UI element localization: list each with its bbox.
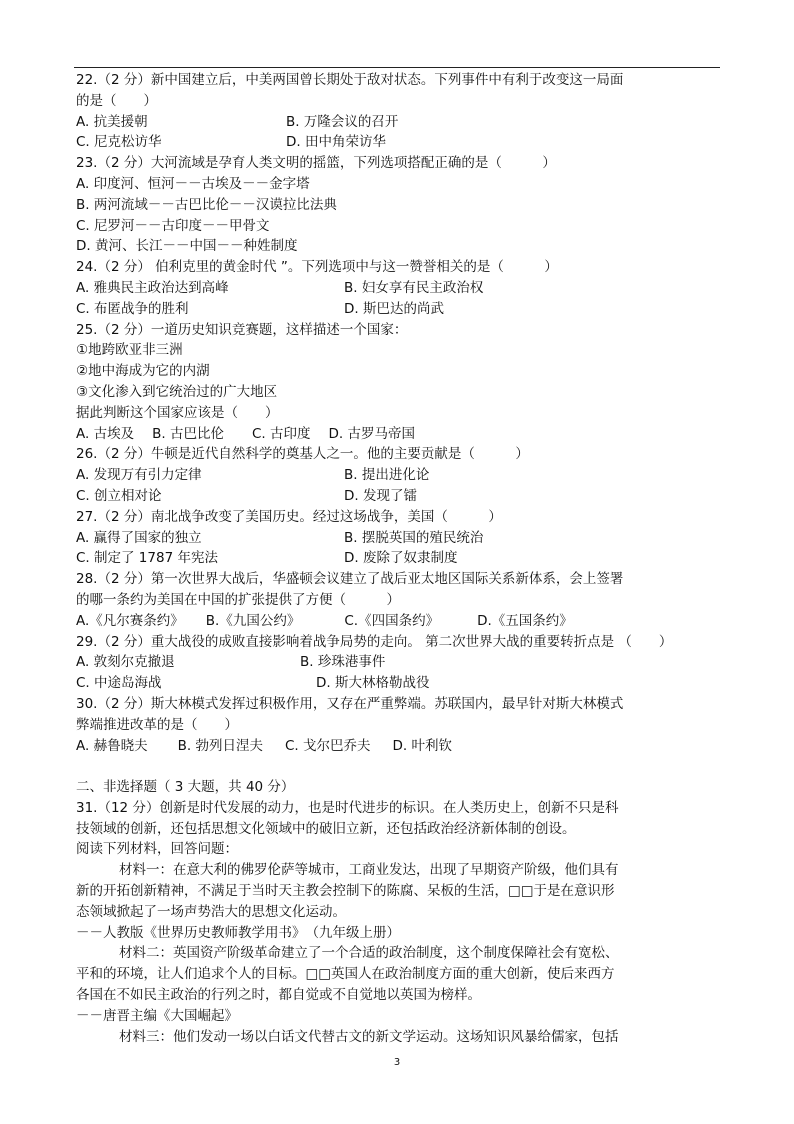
q22-option-b: B. 万隆会议的召开 — [286, 113, 399, 130]
q23-option-d: D. 黄河、长江－－中国－－种姓制度 — [76, 238, 298, 255]
q25-stem: 25.（2 分）一道历史知识竞赛题，这样描述一个国家： — [76, 321, 408, 338]
section-2-heading: 二、非选择题（ 3 大题，共 40 分） — [76, 779, 295, 796]
q28-option-b: B.《九国公约》 — [205, 612, 301, 629]
q27-option-a: A. 赢得了国家的独立 — [76, 529, 202, 546]
q28-stem: 28.（2 分）第一次世界大战后，华盛顿会议建立了战后亚太地区国际关系新体系，会上签署 — [76, 571, 624, 588]
q31-material-2-source: －－唐晋主编《大国崛起》 — [76, 1007, 238, 1024]
q29-stem: 29.（2 分）重大战役的成败直接影响着战争局势的走向。 第二次世界大战的重要转折点是 （ ） — [76, 633, 673, 650]
q30-option-d: D. 叶利钦 — [392, 737, 452, 754]
q31-stem-cont: 技领域的创新，还包括思想文化领域中的破旧立新，还包括政治经济新体制的创设。 — [76, 820, 576, 837]
q30-option-a: A. 赫鲁晓夫 — [76, 737, 148, 754]
q24-options-row1 — [76, 278, 726, 299]
q30-options — [76, 736, 726, 757]
q28-option-a: A.《凡尔赛条约》 — [76, 612, 184, 629]
q27-option-b: B. 摆脱英国的殖民统治 — [344, 529, 484, 546]
q24-option-d: D. 斯巴达的尚武 — [344, 300, 444, 317]
q23-option-b: B. 两河流域－－古巴比伦－－汉谟拉比法典 — [76, 196, 337, 213]
q26-stem: 26.（2 分）牛顿是近代自然科学的奠基人之一。他的主要贡献是（ ） — [76, 446, 529, 463]
q26-option-d: D. 发现了镭 — [344, 487, 417, 504]
q31-material-1-source: －－人教版《世界历史教师教学用书》 （九年级上册） — [76, 924, 400, 941]
exam-page-content — [76, 70, 726, 1047]
q27-option-c: C. 制定了 1787 年宪法 — [76, 550, 218, 567]
q22-options-row1 — [76, 112, 726, 133]
section-gap — [76, 756, 726, 777]
q29-option-d: D. 斯大林格勒战役 — [316, 675, 430, 692]
q31-material-1-line-1: 材料一：在意大利的佛罗伦萨等城市，工商业发达，出现了早期资产阶级，他们具有 — [119, 862, 619, 879]
q27-option-d: D. 废除了奴隶制度 — [344, 550, 458, 567]
q22-stem-cont: 的是（ ） — [76, 92, 157, 109]
q31-material-1-line-3: 态领域掀起了一场声势浩大的思想文化运动。 — [76, 903, 346, 920]
q25-option-b: B. 古巴比伦 — [152, 425, 224, 442]
q31-material-1-line-2: 新的开拓创新精神，不满足于当时天主教会控制下的陈腐、呆板的生活，□□于是在意识形 — [76, 883, 615, 900]
q25-ask: 据此判断这个国家应该是（ ） — [76, 404, 279, 421]
q26-option-b: B. 提出进化论 — [344, 467, 430, 484]
q24-options-row2 — [76, 299, 726, 320]
q25-option-d: D. 古罗马帝国 — [328, 425, 415, 442]
q22-options-row2 — [76, 132, 726, 153]
q26-option-c: C. 创立相对论 — [76, 487, 162, 504]
q22-stem: 22.（2 分）新中国建立后，中美两国曾长期处于敌对状态。下列事件中有利于改变这一局面 — [76, 72, 624, 88]
q26-options-row2 — [76, 486, 726, 507]
q28-option-d: D.《五国条约》 — [477, 612, 573, 629]
q24-option-c: C. 布匿战争的胜利 — [76, 300, 189, 317]
q24-option-b: B. 妇女享有民主政治权 — [344, 279, 484, 296]
q25-options — [76, 424, 726, 445]
q22-option-d: D. 田中角荣访华 — [286, 134, 386, 151]
q23-stem: 23.（2 分）大河流域是孕育人类文明的摇篮，下列选项搭配正确的是（ ） — [76, 155, 556, 172]
q25-option-c: C. 古印度 — [251, 425, 311, 442]
q26-option-a: A. 发现万有引力定律 — [76, 467, 202, 484]
q25-item-3: ③文化渗入到它统治过的广大地区 — [76, 383, 278, 400]
q28-stem-cont: 的哪一条约为美国在中国的扩张提供了方便（ ） — [76, 591, 400, 608]
q30-option-b: B. 勃列日涅夫 — [177, 737, 263, 754]
q29-option-a: A. 敦刻尔克撤退 — [76, 654, 175, 671]
q27-options-row1 — [76, 528, 726, 549]
q28-options — [76, 611, 726, 632]
q24-stem: 24.（2 分） 伯利克里的黄金时代 ”。下列选项中与这一赞誉相关的是（ ） — [76, 259, 558, 276]
q31-material-2-line-2: 平和的环境，让人们追求个人的目标。□□英国人在政治制度方面的重大创新，使后来西方 — [76, 966, 615, 983]
q31-material-2-line-1: 材料二：英国资产阶级革命建立了一个合适的政治制度，这个制度保障社会有宽松、 — [119, 945, 619, 962]
q23-option-a: A. 印度河、恒河－－古埃及－－金字塔 — [76, 175, 310, 192]
q22-option-c: C. 尼克松访华 — [76, 134, 162, 151]
q31-stem: 31.（12 分）创新是时代发展的动力，也是时代进步的标识。在人类历史上，创新不只是科 — [76, 799, 619, 816]
q29-options-row2 — [76, 673, 726, 694]
q31-ask: 阅读下列材料，回答问题： — [76, 841, 238, 858]
q25-item-2: ②地中海成为它的内湖 — [76, 363, 210, 380]
q28-option-c: C.《四国条约》 — [344, 612, 440, 629]
q29-option-b: B. 珍珠港事件 — [300, 654, 386, 671]
q30-stem: 30.（2 分）斯大林模式发挥过积极作用，又存在严重弊端。苏联国内，最早针对斯大林模式 — [76, 695, 624, 712]
header-rule — [74, 67, 720, 68]
q29-option-c: C. 中途岛海战 — [76, 675, 162, 692]
q24-option-a: A. 雅典民主政治达到高峰 — [76, 279, 229, 296]
q22-option-a: A. 抗美援朝 — [76, 113, 148, 130]
q25-item-1: ①地跨欧亚非三洲 — [76, 342, 183, 359]
q30-option-c: C. 戈尔巴乔夫 — [284, 737, 371, 754]
q31-material-3-line-1: 材料三：他们发动一场以白话文代替古文的新文学运动。这场知识风暴给儒家，包括 — [119, 1028, 619, 1045]
q31-material-2-line-3: 各国在不如民主政治的行列之时，都自觉或不自觉地以英国为榜样。 — [76, 987, 481, 1004]
q27-stem: 27.（2 分）南北战争改变了美国历史。经过这场战争，美国（ ） — [76, 508, 502, 525]
q23-option-c: C. 尼罗河－－古印度－－甲骨文 — [76, 217, 270, 234]
page-number: 3 — [393, 1057, 401, 1068]
q25-option-a: A. 古埃及 — [76, 425, 135, 442]
q29-options-row1 — [76, 652, 726, 673]
q26-options-row1 — [76, 465, 726, 486]
q30-stem-cont: 弊端推进改革的是（ ） — [76, 716, 238, 733]
q27-options-row2 — [76, 548, 726, 569]
